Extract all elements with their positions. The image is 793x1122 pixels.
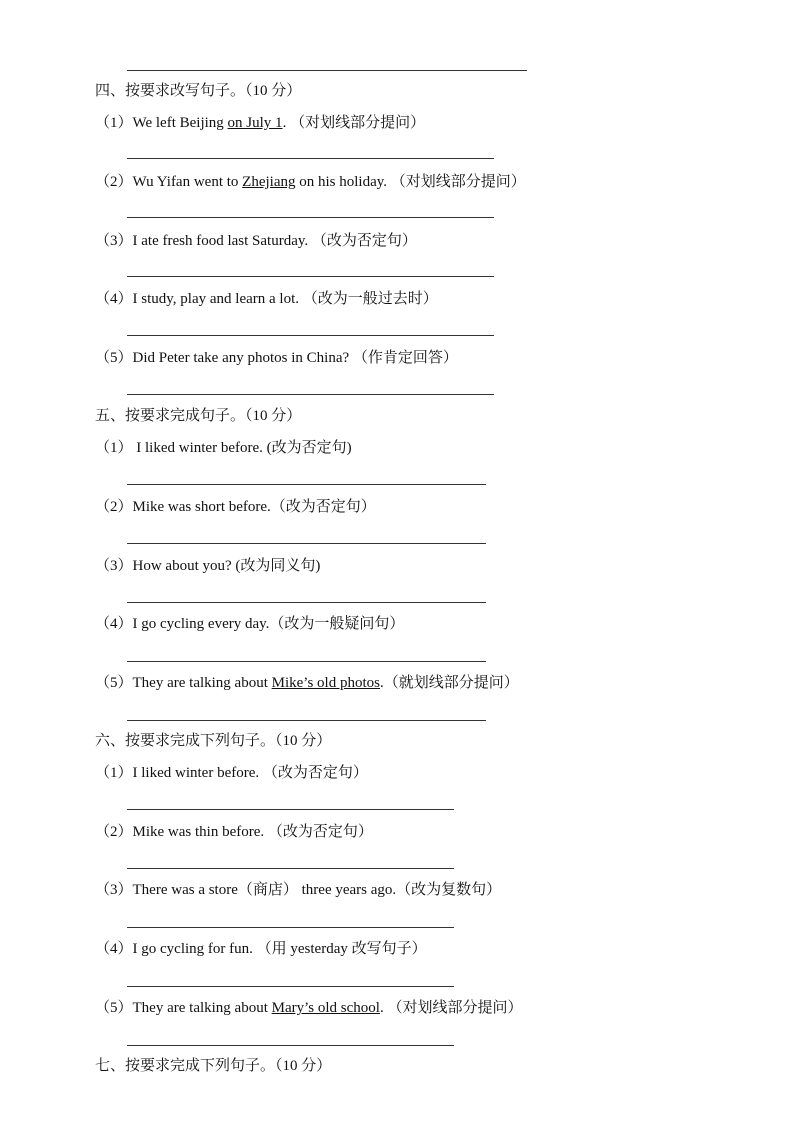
answer-line-6-5[interactable] [127,1045,454,1046]
answer-line-4-4[interactable] [127,335,494,336]
question-number: （2） [95,174,133,190]
question-4-5 [95,349,458,367]
section-5-heading: 五、按要求完成句子。（10 分） [95,408,302,424]
question-4-1 [95,114,425,132]
question-5-5 [95,674,519,692]
question-text: I ate fresh food last Saturday. （改为否定句） [132,233,417,249]
underlined-phrase: Mike’s old photos [271,675,380,691]
answer-line-4-3[interactable] [127,276,494,277]
question-4-2 [95,173,526,191]
answer-line-5-3[interactable] [127,602,486,603]
question-text: They are talking about [132,675,272,691]
question-5-1 [95,439,352,457]
question-5-2 [95,498,376,516]
section-4-heading: 四、按要求改写句子。（10 分） [95,83,302,99]
underlined-phrase: Zhejiang [242,174,296,190]
question-text: They are talking about [132,1000,272,1016]
answer-line-5-4[interactable] [127,661,486,662]
answer-line-6-2[interactable] [127,868,454,869]
question-text: How about you? (改为同义句) [132,558,321,574]
answer-line-top[interactable] [127,70,527,71]
question-instruction: . （对划线部分提问） [282,115,426,131]
answer-line-6-3[interactable] [127,927,454,928]
question-4-4 [95,290,438,308]
question-6-1 [95,764,368,782]
question-text: I liked winter before. （改为否定句） [132,765,368,781]
question-number: （1） [95,115,133,131]
answer-line-4-5[interactable] [127,394,494,395]
question-6-2 [95,823,373,841]
question-6-3 [95,881,501,899]
question-instruction: on his holiday. （对划线部分提问） [295,174,526,190]
question-5-3 [95,557,320,575]
question-number: （4） [95,291,133,307]
underlined-phrase: Mary’s old school [271,1000,380,1016]
question-text: I go cycling every day.（改为一般疑问句） [132,616,405,632]
question-number: （5） [95,350,133,366]
question-text: Wu Yifan went to [132,174,243,190]
section-6-heading: 六、按要求完成下列句子。（10 分） [95,733,332,749]
question-instruction: . （对划线部分提问） [379,1000,523,1016]
question-text: I study, play and learn a lot. （改为一般过去时） [132,291,438,307]
question-text: We left Beijing [132,115,228,131]
question-text: Mike was thin before. （改为否定句） [132,824,373,840]
section-7-heading: 七、按要求完成下列句子。（10 分） [95,1058,332,1074]
question-number: （4） [95,941,133,957]
question-number: （3） [95,233,133,249]
question-text: I go cycling for fun. （用 yesterday 改写句子） [132,941,427,957]
question-instruction: .（就划线部分提问） [379,675,519,691]
question-4-3 [95,232,417,250]
answer-line-5-1[interactable] [127,484,486,485]
question-6-4 [95,940,427,958]
question-5-4 [95,615,404,633]
question-text: Did Peter take any photos in China? （作肯定回答） [132,350,458,366]
question-number: （1） [95,765,133,781]
answer-line-6-1[interactable] [127,809,454,810]
answer-line-5-2[interactable] [127,543,486,544]
question-number: （3） [95,558,133,574]
answer-line-4-2[interactable] [127,217,494,218]
question-number: （2） [95,824,133,840]
answer-line-6-4[interactable] [127,986,454,987]
question-text: Mike was short before.（改为否定句） [132,499,376,515]
answer-line-5-5[interactable] [127,720,486,721]
question-number: （5） [95,1000,133,1016]
underlined-phrase: on July 1 [227,115,283,131]
question-text: I liked winter before. (改为否定句) [132,440,352,456]
question-number: （3） [95,882,133,898]
question-text: There was a store（商店） three years ago.（改为复数句） [132,882,502,898]
question-number: （1） [95,440,133,456]
question-6-5 [95,999,522,1017]
question-number: （2） [95,499,133,515]
answer-line-4-1[interactable] [127,158,494,159]
question-number: （4） [95,616,133,632]
question-number: （5） [95,675,133,691]
